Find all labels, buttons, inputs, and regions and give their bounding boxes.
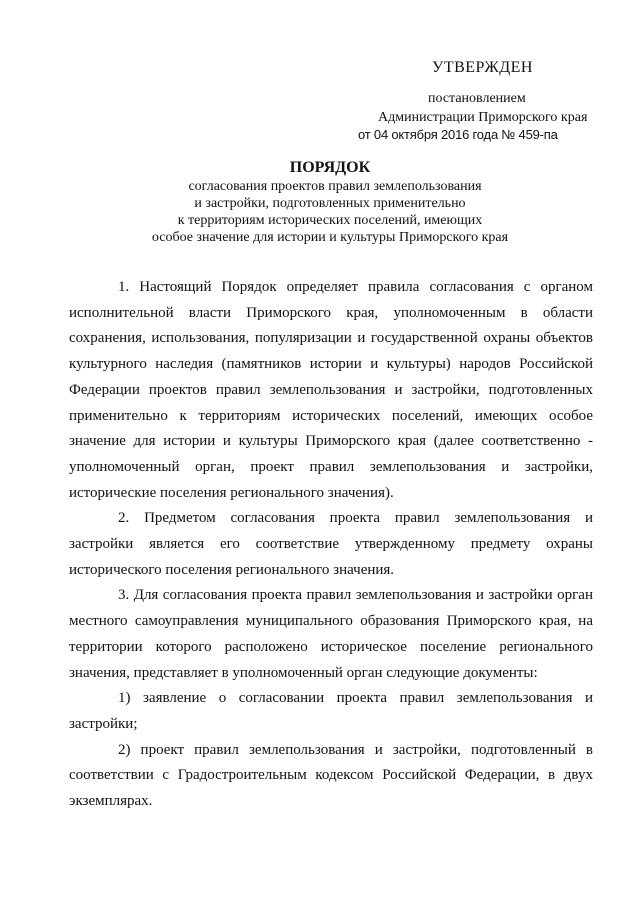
document-heading <box>0 158 640 246</box>
approved-title: УТВЕРЖДЕН <box>432 59 533 76</box>
document-title: ПОРЯДОК <box>289 159 371 176</box>
document-body <box>69 275 593 815</box>
list-item-2: 2) проект правил землепользования и застройки, подготовленный в соответствии с Градостроительным кодексом Российской Федерации, в двух экземплярах. <box>69 741 593 810</box>
paragraph-1: 1. Настоящий Порядок определяет правила согласования с органом исполнительной власти Приморского края, уполномоченным в области сохранения, использования, популяризации и государственной охраны объектов культурного наследия (памятников истории и культуры) народов Российской Федерации проектов правил землепользования и застройки, подготовленных применительно к территориям исторических поселений, имеющих особое значение для истории и культуры Приморского края (далее соответственно - уполномоченный орган, проект правил землепользования и застройки, исторические поселения регионального значения). <box>69 279 593 501</box>
subtitle-line: согласования проектов правил землепользования <box>188 179 482 194</box>
document-subtitle <box>0 178 640 246</box>
paragraph-2: 2. Предметом согласования проекта правил землепользования и застройки является его соответствие утвержденному предмету охраны исторического поселения регионального значения. <box>69 510 593 578</box>
subtitle-line: к территориям исторических поселений, имеющих <box>177 213 483 228</box>
resolution-date-number: от 04 октября 2016 года № 459-па <box>358 127 558 142</box>
subtitle-line: особое значение для истории и культуры Приморского края <box>151 230 509 245</box>
paragraph-3: 3. Для согласования проекта правил землепользования и застройки орган местного самоуправления муниципального образования Приморского края, на территории которого расположено историческое поселение регионального значения, представляет в уполномоченный орган следующие документы: <box>69 587 593 681</box>
resolution-line: постановлением <box>428 91 526 106</box>
administration-line: Администрации Приморского края <box>378 110 588 125</box>
list-item-1: 1) заявление о согласовании проекта правил землепользования и застройки; <box>69 690 593 732</box>
subtitle-line: и застройки, подготовленных применительно <box>194 196 466 211</box>
